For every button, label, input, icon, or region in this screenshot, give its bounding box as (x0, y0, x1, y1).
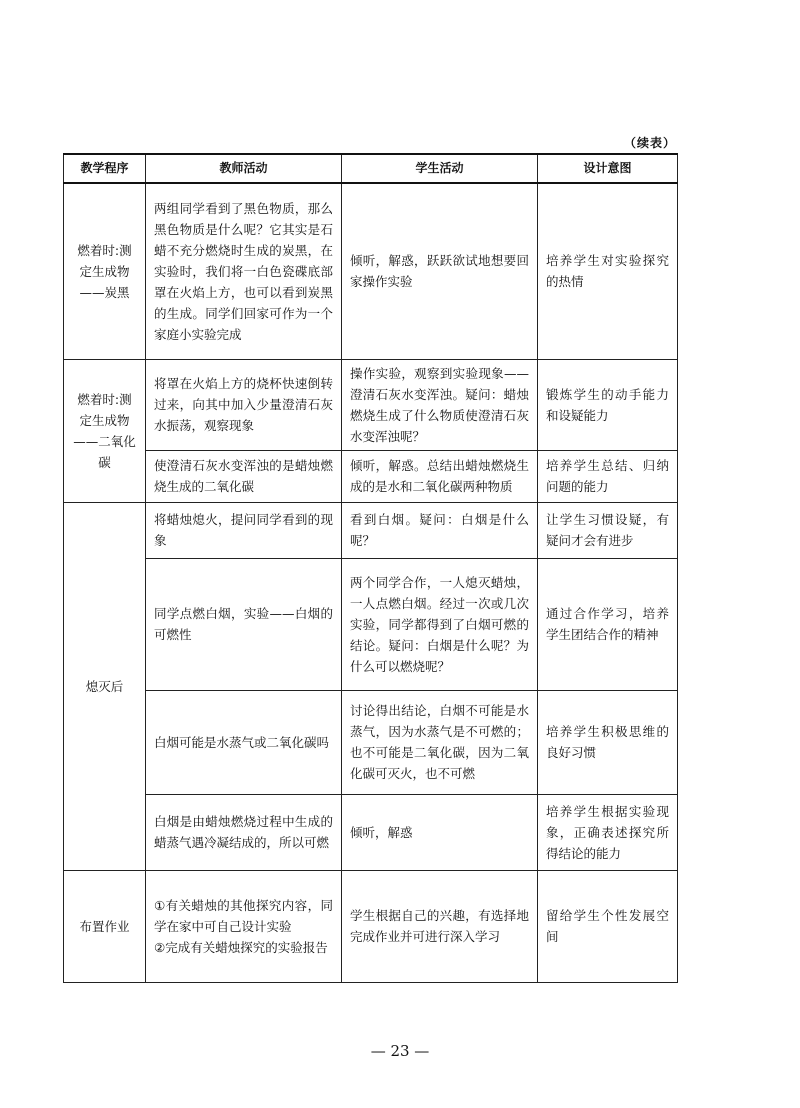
intent-cell: 培养学生根据实验现象，正确表述探究所得结论的能力 (538, 794, 678, 870)
page-number: — 23 — (370, 1042, 430, 1060)
student-cell: 看到白烟。疑问：白烟是什么呢？ (342, 502, 538, 558)
stage-cell: 燃着时:测定生成物——炭黑 (64, 183, 146, 359)
student-cell: 倾听，解惑 (342, 794, 538, 870)
table-row (64, 690, 678, 794)
intent-cell: 培养学生总结、归纳问题的能力 (538, 450, 678, 502)
table-row (64, 450, 678, 502)
table-header-row (64, 154, 678, 183)
student-cell: 学生根据自己的兴趣，有选择地完成作业并可进行深入学习 (342, 870, 538, 982)
intent-cell: 培养学生对实验探究的热情 (538, 183, 678, 359)
intent-cell: 让学生习惯设疑，有疑问才会有进步 (538, 502, 678, 558)
stage-cell: 燃着时:测定生成物——二氧化碳 (64, 359, 146, 502)
intent-cell: 锻炼学生的动手能力和设疑能力 (538, 359, 678, 450)
header-teacher: 教师活动 (146, 154, 342, 183)
header-intent: 设计意图 (538, 154, 678, 183)
stage-cell: 布置作业 (64, 870, 146, 982)
table-row (64, 502, 678, 558)
teacher-cell: 同学点燃白烟，实验——白烟的可燃性 (146, 558, 342, 690)
continued-label: （续表） (624, 136, 677, 150)
teacher-cell: 两组同学看到了黑色物质，那么黑色物质是什么呢？它其实是石蜡不充分燃烧时生成的炭黑，在实验时，我们将一白色瓷碟底部罩在火焰上方，也可以看到炭黑的生成。同学们回家可作为一个家庭小实验完成 (146, 183, 342, 359)
teacher-cell: 白烟是由蜡烛燃烧过程中生成的蜡蒸气遇冷凝结成的，所以可燃 (146, 794, 342, 870)
teacher-cell: ①有关蜡烛的其他探究内容，同学在家中可自己设计实验 ②完成有关蜡烛探究的实验报告 (146, 870, 342, 982)
student-cell: 倾听，解惑。总结出蜡烛燃烧生成的是水和二氧化碳两种物质 (342, 450, 538, 502)
table-row (64, 183, 678, 359)
stage-cell: 熄灭后 (64, 502, 146, 870)
intent-cell: 留给学生个性发展空间 (538, 870, 678, 982)
intent-cell: 通过合作学习，培养学生团结合作的精神 (538, 558, 678, 690)
header-student: 学生活动 (342, 154, 538, 183)
teacher-cell: 白烟可能是水蒸气或二氧化碳吗 (146, 690, 342, 794)
student-cell: 两个同学合作，一人熄灭蜡烛，一人点燃白烟。经过一次或几次实验，同学都得到了白烟可燃的结论。疑问：白烟是什么呢？为什么可以燃烧呢？ (342, 558, 538, 690)
table-row (64, 359, 678, 450)
intent-cell: 培养学生积极思维的良好习惯 (538, 690, 678, 794)
table-row (64, 870, 678, 982)
header-stage: 教学程序 (64, 154, 146, 183)
table-row (64, 558, 678, 690)
student-cell: 倾听，解惑，跃跃欲试地想要回家操作实验 (342, 183, 538, 359)
teacher-cell: 使澄清石灰水变浑浊的是蜡烛燃烧生成的二氧化碳 (146, 450, 342, 502)
table-row (64, 794, 678, 870)
student-cell: 操作实验，观察到实验现象——澄清石灰水变浑浊。疑问：蜡烛燃烧生成了什么物质使澄清石灰水变浑浊呢？ (342, 359, 538, 450)
lesson-plan-table (63, 153, 678, 983)
student-cell: 讨论得出结论，白烟不可能是水蒸气，因为水蒸气是不可燃的；也不可能是二氧化碳，因为二氧化碳可灭火，也不可燃 (342, 690, 538, 794)
teacher-cell: 将蜡烛熄火，提问同学看到的现象 (146, 502, 342, 558)
teacher-cell: 将罩在火焰上方的烧杯快速倒转过来，向其中加入少量澄清石灰水振荡，观察现象 (146, 359, 342, 450)
